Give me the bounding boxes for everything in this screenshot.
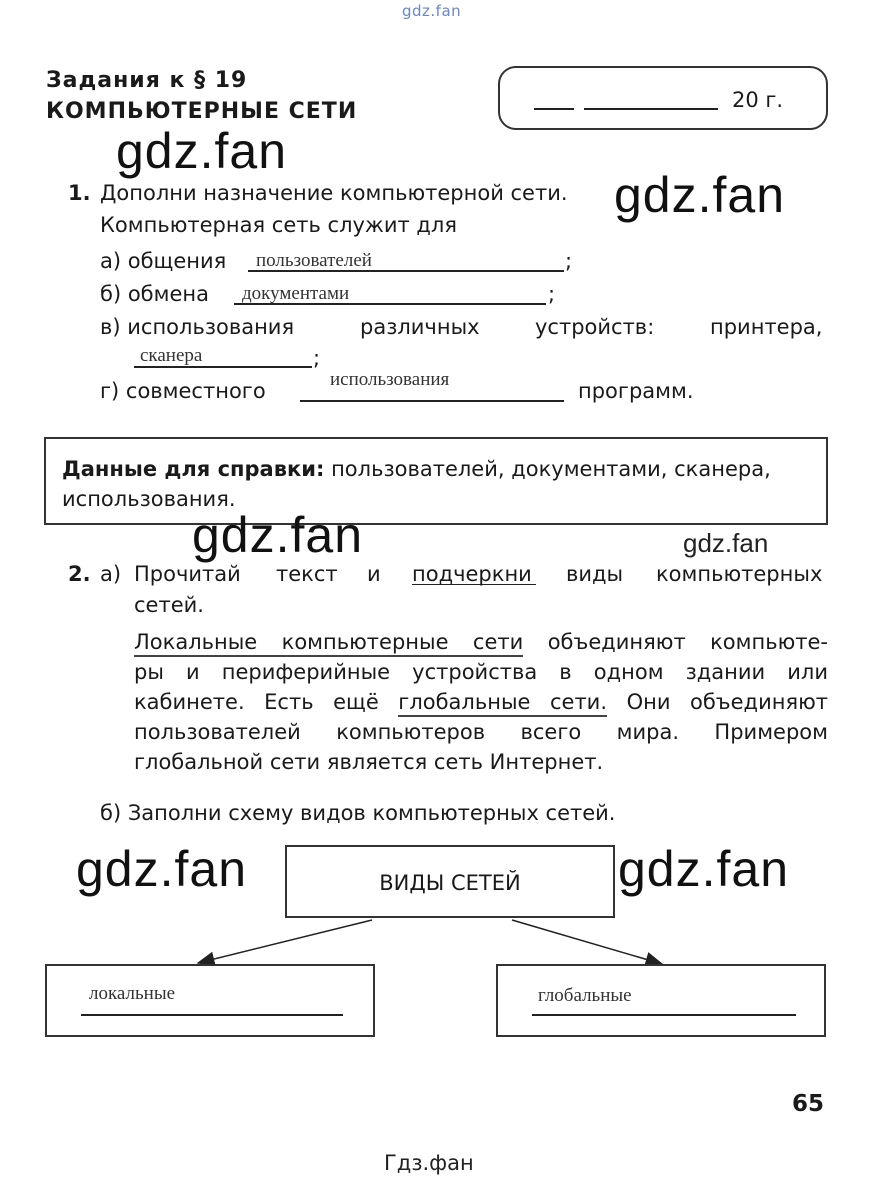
text-line-1-rest: объединяют компьюте-: [547, 630, 829, 654]
text-line-2: ры и периферийные устройства в одном здании или: [134, 660, 828, 684]
task1-d-label: г) совместного: [100, 379, 266, 403]
watermark-2: gdz.fan: [614, 167, 786, 223]
task1-c-word4: принтера,: [710, 315, 823, 339]
task1-c-end: ;: [313, 346, 321, 370]
reference-words: пользователей, документами, сканера,: [331, 457, 771, 481]
text-line-4: пользователей компьютеров всего мира. Примером: [134, 720, 828, 744]
task1-d-end: программ.: [578, 379, 694, 403]
task1-d-answer: использования: [330, 369, 450, 390]
task1-line1: Дополни назначение компьютерной сети.: [100, 181, 568, 205]
task1-c-word1: в) использования: [100, 315, 295, 339]
task1-a-end: ;: [565, 249, 573, 273]
task1-b-answer: документами: [242, 283, 350, 304]
text-line-3-start: кабинете. Есть ещё: [134, 690, 379, 714]
diagram-root-label: ВИДЫ СЕТЕЙ: [379, 871, 521, 895]
task2-a-w6: компьютерных: [656, 562, 823, 586]
task2-a-line2: сетей.: [134, 593, 204, 617]
task2-a-w2: текст: [276, 562, 338, 586]
task2-a-w4: подчеркни: [412, 562, 532, 586]
watermark-1: gdz.fan: [116, 123, 288, 179]
text-line-5: глобальной сети является сеть Интернет.: [134, 750, 604, 774]
task1-b-end: ;: [548, 282, 556, 306]
diagram-left-line: [81, 1014, 343, 1016]
task1-a-answer: пользователей: [256, 250, 372, 271]
task2-a-w5: виды: [566, 562, 624, 586]
watermark-4: gdz.fan: [76, 841, 248, 897]
diagram-right-line: [532, 1014, 796, 1016]
watermark-medium: gdz.fan: [683, 528, 769, 558]
watermark-3: gdz.fan: [192, 507, 364, 563]
diagram-right-box: [496, 964, 826, 1037]
text-line-3-rest: Они объединяют: [626, 690, 828, 714]
underlined-local-networks: Локальные компьютерные сети: [134, 630, 523, 657]
task1-b-label: б) обмена: [100, 282, 209, 306]
task2-number: 2.: [68, 562, 91, 586]
reference-line2: использования.: [62, 487, 236, 511]
diagram-left-box: [45, 964, 375, 1037]
date-year: 20 г.: [732, 88, 784, 112]
watermark-5: gdz.fan: [618, 841, 790, 897]
task2-b-text: б) Заполни схему видов компьютерных сетей.: [100, 801, 616, 825]
task2-a-label: а): [100, 562, 122, 586]
section-subtitle: КОМПЬЮТЕРНЫЕ СЕТИ: [46, 99, 358, 124]
task1-a-label: а) общения: [100, 249, 227, 273]
task1-c-word3: устройств:: [535, 315, 655, 339]
section-title: Задания к § 19: [46, 68, 248, 93]
task1-number: 1.: [68, 181, 91, 205]
underlined-global-networks: глобальные сети.: [398, 690, 607, 717]
reference-label: Данные для справки:: [62, 457, 325, 481]
arrow-to-local: [198, 920, 372, 963]
task2-a-w1: Прочитай: [134, 562, 241, 586]
arrow-to-global: [512, 920, 662, 964]
task1-c-answer: сканера: [140, 345, 203, 366]
task1-line2: Компьютерная сеть служит для: [100, 213, 457, 237]
task2-a-w3: и: [367, 562, 381, 586]
page-number: 65: [792, 1091, 825, 1117]
watermark-bottom: Гдз.фан: [384, 1151, 474, 1175]
watermark-top: gdz.fan: [402, 2, 462, 20]
diagram-right-answer: глобальные: [538, 985, 632, 1006]
task1-c-word2: различных: [360, 315, 480, 339]
diagram-left-answer: локальные: [89, 983, 176, 1004]
